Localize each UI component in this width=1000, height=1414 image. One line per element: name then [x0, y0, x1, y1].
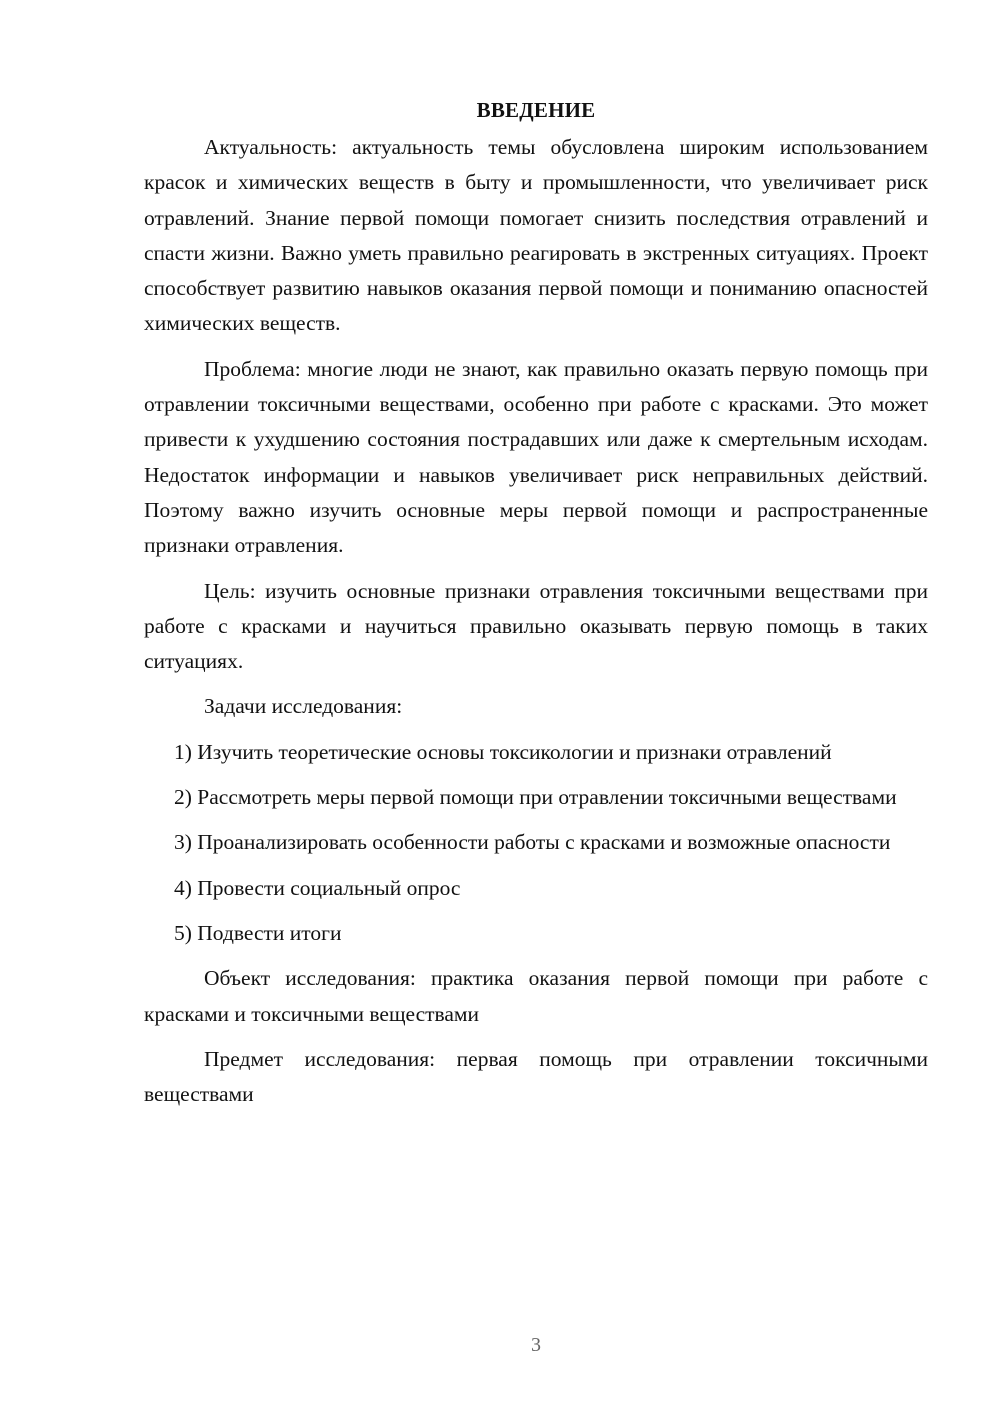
task-item-5: 5) Подвести итоги	[174, 920, 342, 945]
tasks-title: Задачи исследования:	[204, 694, 403, 719]
subject-paragraph: Предмет исследования: первая помощь при отравлении токсичными веществами	[144, 1046, 928, 1107]
goal-paragraph: Цель: изучить основные признаки отравления токсичными веществами при работе с красками и научиться правильно оказывать первую помощь в таких ситуациях.	[144, 578, 928, 674]
task-item-1: 1) Изучить теоретические основы токсикологии и признаки отравлений	[174, 739, 832, 764]
tasks-list	[144, 735, 928, 951]
task-item-4: 4) Провести социальный опрос	[174, 875, 461, 900]
task-item-2: 2) Рассмотреть меры первой помощи при отравлении токсичными веществами	[174, 785, 897, 810]
page-content	[144, 90, 928, 1122]
task-item-3: 3) Проанализировать особенности работы с красками и возможные опасности	[174, 830, 891, 855]
object-paragraph: Объект исследования: практика оказания первой помощи при работе с красками и токсичными веществами	[144, 966, 928, 1026]
problem-paragraph: Проблема: многие люди не знают, как правильно оказать первую помощь при отравлении токсичными веществами, особенно при работе с красками. Это может привести к ухудшению состояния пострадавших или даже к смертельным исходам. Недостаток информации и навыков увеличивает риск неправильных действий. Поэтому важно изучить основные меры первой помощи и распространенные признаки отравления.	[144, 356, 928, 558]
relevance-paragraph: Актуальность: актуальность темы обусловлена широким использованием красок и химических веществ в быту и промышленности, что увеличивает риск отравлений. Знание первой помощи помогает снизить последствия отравлений и спасти жизни. Важно уметь правильно реагировать в экстренных ситуациях. Проект способствует развитию навыков оказания первой помощи и пониманию опасностей химических веществ.	[144, 135, 928, 336]
section-heading: ВВЕДЕНИЕ	[476, 98, 596, 122]
page-number: 3	[531, 1334, 541, 1356]
